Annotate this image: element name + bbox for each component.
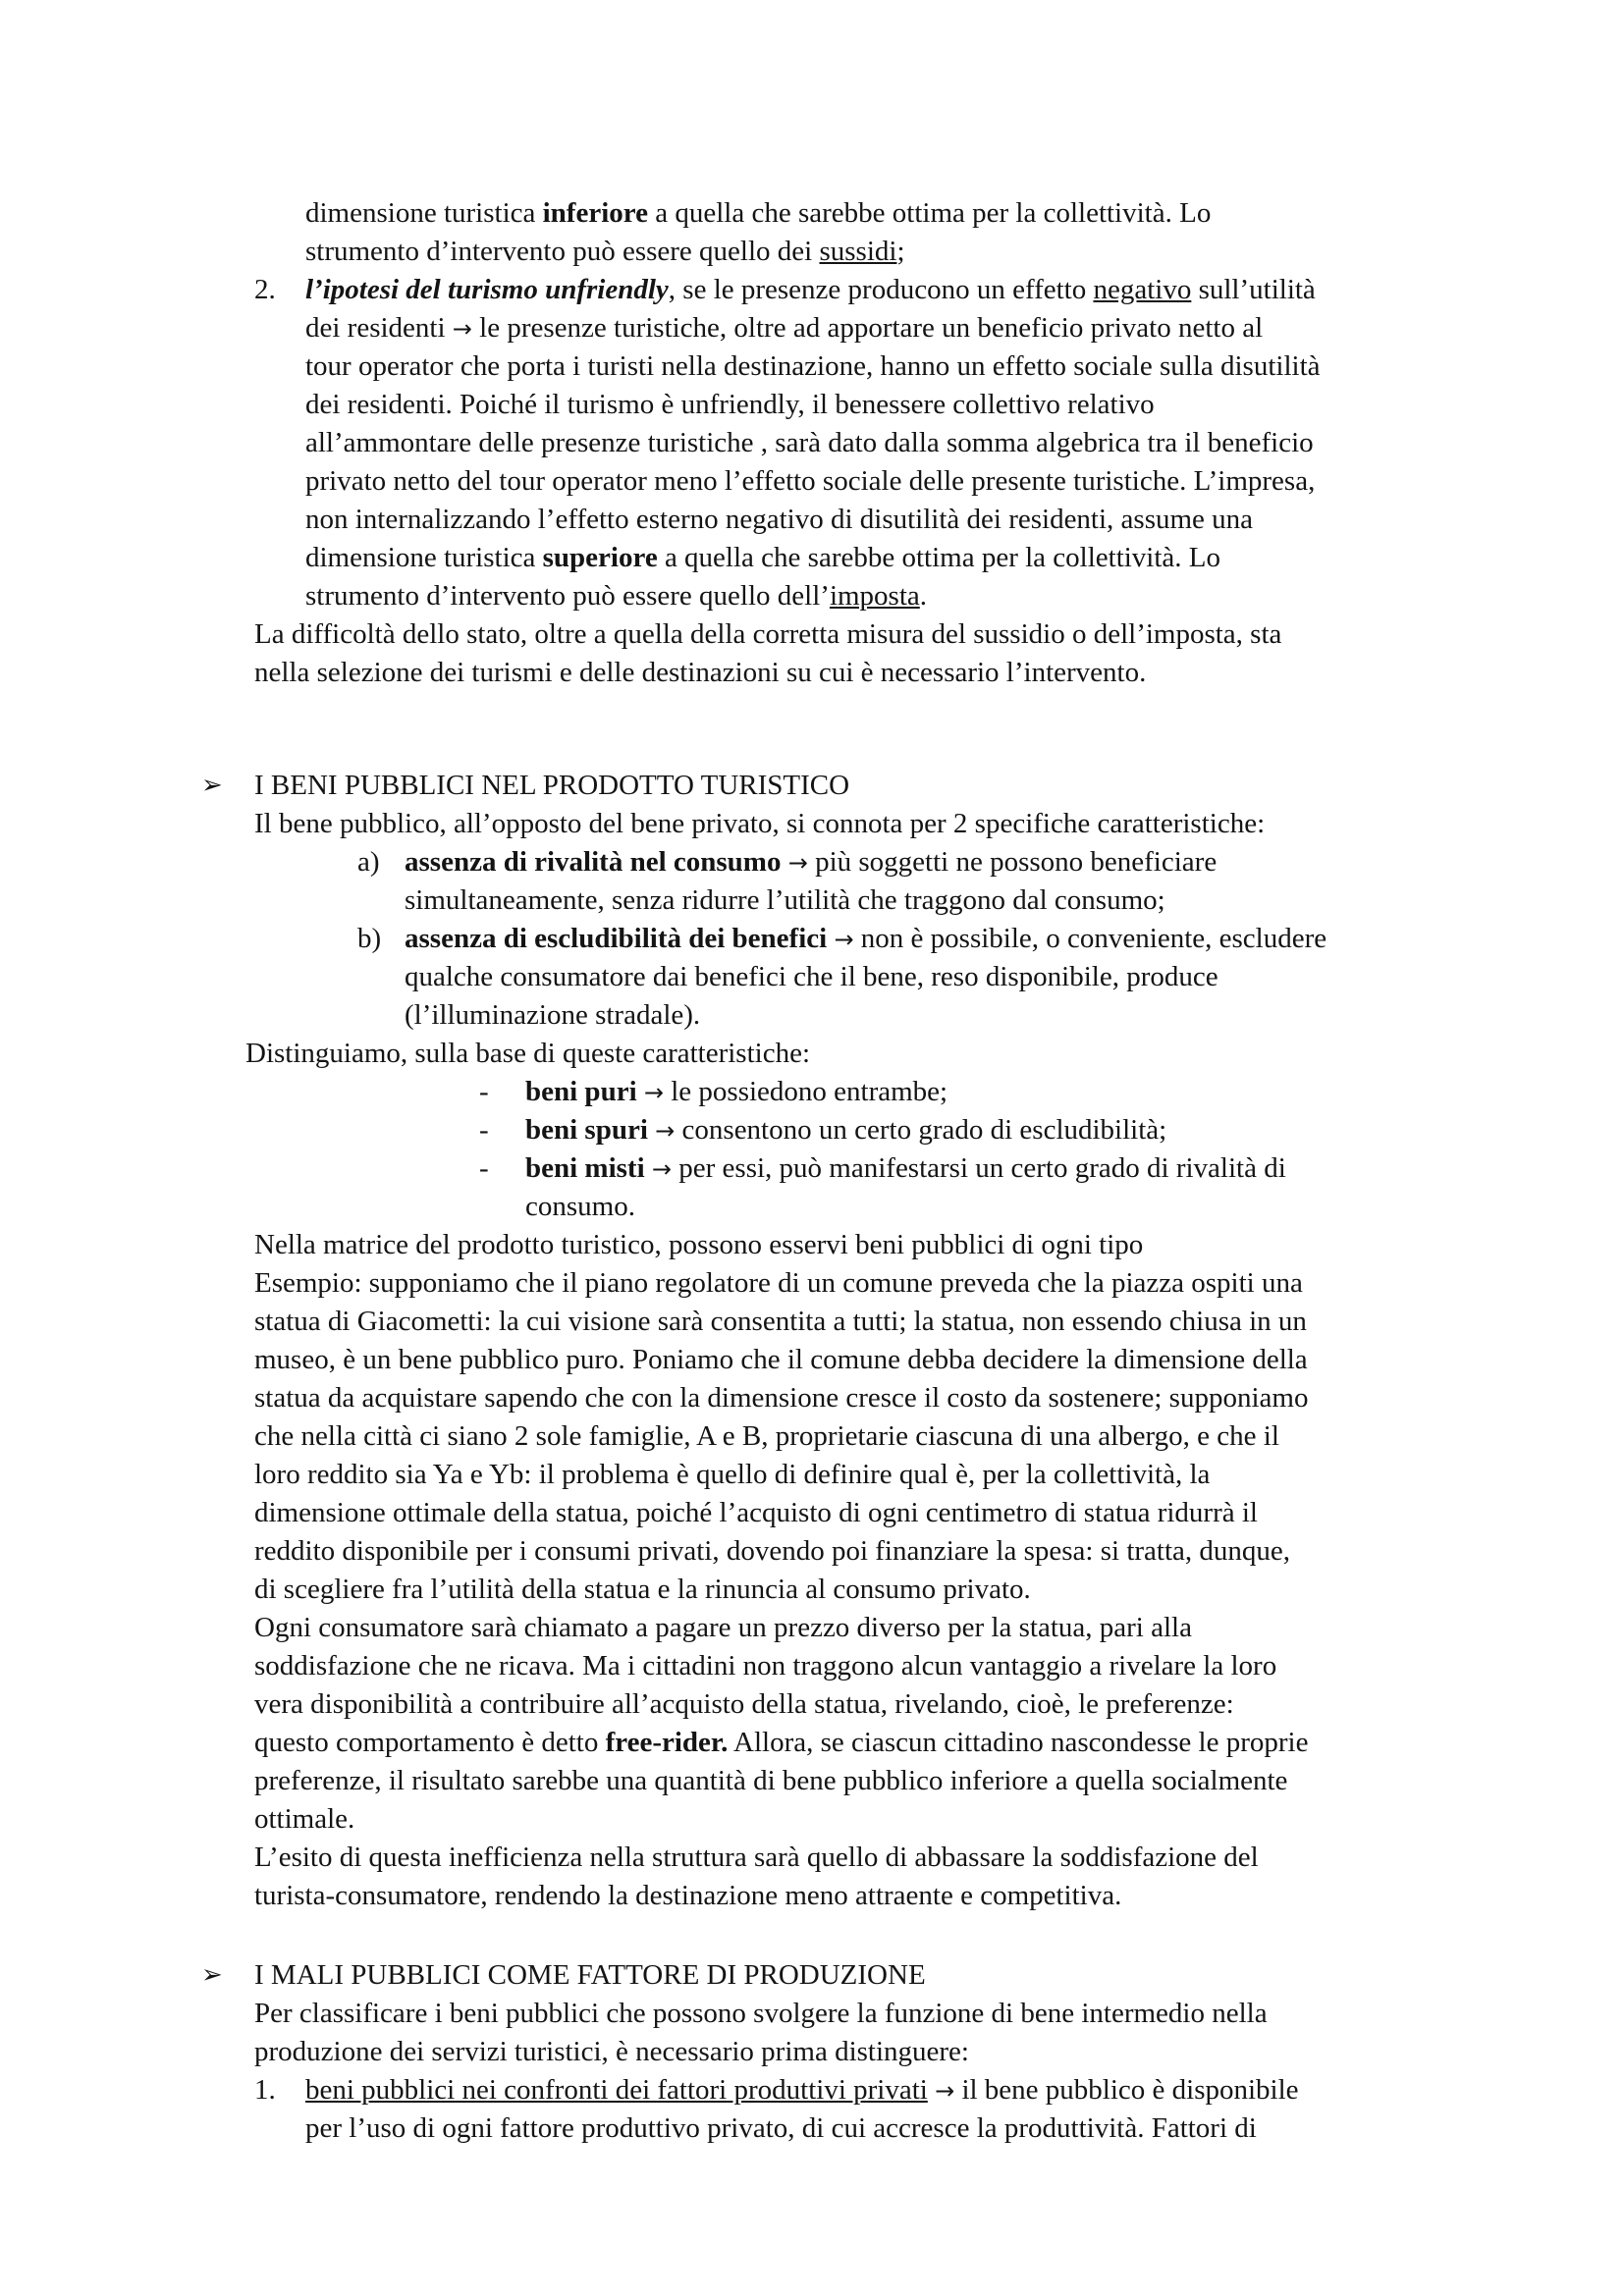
- consumer-line1: Ogni consumatore sarà chiamato a pagare un prezzo diverso per la statua, pari alla: [254, 1612, 1192, 1643]
- arrow-icon: →: [655, 1117, 676, 1145]
- outcome-line1: L’esito di questa inefficienza nella struttura sarà quello di abbassare la soddisfazione del: [254, 1842, 1259, 1873]
- example-line9: di scegliere fra l’utilità della statua e la rinuncia al consumo privato.: [254, 1574, 1031, 1605]
- example-line7: dimensione ottimale della statua, poiché l’acquisto di ogni centimetro di statua ridurrà il: [254, 1497, 1258, 1528]
- item1-cont-line2: strumento d’intervento può essere quello dei sussidi;: [305, 236, 905, 267]
- section3-item1-line1: beni pubblici nei confronti dei fattori produttivi privati → il bene pubblico è disponibile: [305, 2074, 1299, 2106]
- consumer-line5: preferenze, il risultato sarebbe una quantità di bene pubblico inferiore a quella socialmente: [254, 1765, 1288, 1796]
- arrow-icon: →: [935, 2077, 955, 2105]
- closing-line2: nella selezione dei turismi e delle destinazioni su cui è necessario l’intervento.: [254, 657, 1147, 688]
- arrow-icon: →: [452, 315, 472, 343]
- item-a-line1: assenza di rivalità nel consumo → più soggetti ne possono beneficiare: [405, 846, 1218, 878]
- consumer-line4: questo comportamento è detto free-rider. Allora, se ciascun cittadino nascondesse le proprie: [254, 1727, 1309, 1758]
- item2-line8: dimensione turistica superiore a quella che sarebbe ottima per la collettività. Lo: [305, 542, 1221, 573]
- item2-line9: strumento d’intervento può essere quello dell’imposta.: [305, 580, 928, 612]
- example-line2: statua di Giacometti: la cui visione sarà consentita a tutti; la statua, non essendo chiusa in un: [254, 1306, 1307, 1337]
- item2-line2: dei residenti → le presenze turistiche, oltre ad apportare un beneficio privato netto al: [305, 312, 1264, 344]
- dash-item-pure: beni puri → le possiedono entrambe;: [525, 1076, 948, 1107]
- matrix-paragraph: Nella matrice del prodotto turistico, possono esservi beni pubblici di ogni tipo: [254, 1229, 1144, 1260]
- example-line8: reddito disponibile per i consumi privati, dovendo poi finanziare la spesa: si tratta, dunque,: [254, 1535, 1291, 1567]
- item1-cont-line1: dimensione turistica inferiore a quella che sarebbe ottima per la collettività. Lo: [305, 197, 1212, 229]
- arrow-icon: →: [834, 926, 854, 953]
- item2-line4: dei residenti. Poiché il turismo è unfriendly, il benessere collettivo relativo: [305, 389, 1155, 420]
- consumer-line3: vera disponibilità a contribuire all’acquisto della statua, rivelando, cioè, le preferenze:: [254, 1688, 1234, 1720]
- item2-line5: all’ammontare delle presenze turistiche , sarà dato dalla somma algebrica tra il beneficio: [305, 427, 1314, 458]
- item2-line6: privato netto del tour operator meno l’effetto sociale delle presente turistiche. L’impresa,: [305, 465, 1316, 497]
- dash-item-mixed-line2: consumo.: [525, 1191, 635, 1222]
- example-line1: Esempio: supponiamo che il piano regolatore di un comune preveda che la piazza ospiti una: [254, 1267, 1303, 1299]
- dash-marker: -: [479, 1152, 489, 1184]
- section3-item1-number: 1.: [254, 2074, 276, 2106]
- example-line3: museo, è un bene pubblico puro. Poniamo che il comune debba decidere la dimensione della: [254, 1344, 1308, 1375]
- arrow-icon: →: [787, 849, 808, 877]
- section2-intro: Il bene pubblico, all’opposto del bene privato, si connota per 2 specifiche caratteristiche:: [254, 808, 1266, 839]
- item-a-label: a): [357, 846, 380, 878]
- closing-line1: La difficoltà dello stato, oltre a quella della corretta misura del sussidio o dell’imposta, sta: [254, 618, 1282, 650]
- bullet-arrow-icon: ➢: [201, 771, 223, 800]
- bullet-arrow-icon: ➢: [201, 1960, 223, 1990]
- item-b-label: b): [357, 923, 382, 954]
- section3-heading: I MALI PUBBLICI COME FATTORE DI PRODUZIONE: [254, 1959, 926, 1991]
- dash-item-spurious: beni spuri → consentono un certo grado di escludibilità;: [525, 1114, 1167, 1146]
- consumer-line2: soddisfazione che ne ricava. Ma i cittadini non traggono alcun vantaggio a rivelare la loro: [254, 1650, 1277, 1682]
- example-line4: statua da acquistare sapendo che con la dimensione cresce il costo da sostenere; supponiamo: [254, 1382, 1309, 1414]
- section2-heading: I BENI PUBBLICI NEL PRODOTTO TURISTICO: [254, 770, 850, 801]
- dash-item-mixed: beni misti → per essi, può manifestarsi un certo grado di rivalità di: [525, 1152, 1286, 1184]
- arrow-icon: →: [643, 1079, 664, 1106]
- item-b-line3: (l’illuminazione stradale).: [405, 999, 701, 1031]
- item2-line7: non internalizzando l’effetto esterno negativo di disutilità dei residenti, assume una: [305, 504, 1254, 535]
- dash-marker: -: [479, 1076, 489, 1107]
- example-line5: che nella città ci siano 2 sole famiglie, A e B, proprietarie ciascuna di una albergo, e che il: [254, 1420, 1279, 1452]
- section3-intro-line2: produzione dei servizi turistici, è necessario prima distinguere:: [254, 2036, 969, 2067]
- item-a-line2: simultaneamente, senza ridurre l’utilità che traggono dal consumo;: [405, 884, 1165, 916]
- consumer-line6: ottimale.: [254, 1803, 355, 1835]
- section3-intro-line1: Per classificare i beni pubblici che possono svolgere la funzione di bene intermedio nella: [254, 1998, 1268, 2029]
- distinguish-line: Distinguiamo, sulla base di queste caratteristiche:: [245, 1038, 811, 1069]
- item2-line3: tour operator che porta i turisti nella destinazione, hanno un effetto sociale sulla disutilità: [305, 350, 1321, 382]
- item-b-line2: qualche consumatore dai benefici che il bene, reso disponibile, produce: [405, 961, 1218, 992]
- section3-item1-line2: per l’uso di ogni fattore produttivo privato, di cui accresce la produttività. Fattori di: [305, 2112, 1257, 2144]
- example-line6: loro reddito sia Ya e Yb: il problema è quello di definire qual è, per la collettività, la: [254, 1459, 1211, 1490]
- outcome-line2: turista-consumatore, rendendo la destinazione meno attraente e competitiva.: [254, 1880, 1122, 1911]
- arrow-icon: →: [651, 1155, 673, 1183]
- item-b-line1: assenza di escludibilità dei benefici → non è possibile, o conveniente, escludere: [405, 923, 1327, 954]
- item2-number: 2.: [254, 274, 276, 305]
- item2-line1: l’ipotesi del turismo unfriendly, se le presenze producono un effetto negativo sull’utilità: [305, 274, 1316, 305]
- dash-marker: -: [479, 1114, 489, 1146]
